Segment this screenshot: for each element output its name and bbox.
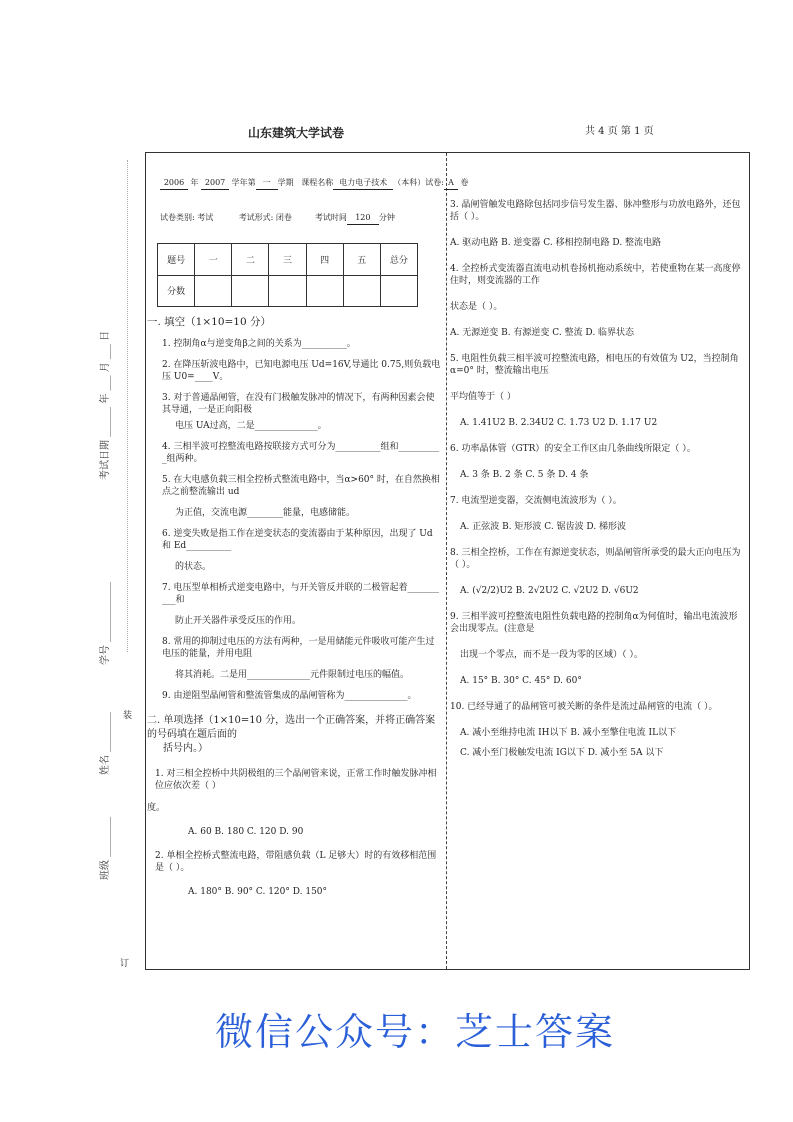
fill-line: 的状态。 [175,562,212,572]
fill-line: 将其消耗。二是用______________元件限制过电压的幅值。 [175,670,410,680]
choice-line: 7. 电流型逆变器，交流侧电流波形为（ ）。 [450,496,622,506]
score-cell[interactable] [195,275,232,307]
fill-line: 6. 逆变失败是指工作在逆变状态的变流器由于某种原因，出现了 Ud和 Ed__________ [162,529,433,551]
score-header: 五 [343,244,380,276]
score-row-label: 分数 [158,275,195,307]
choice-options: A. (√2/2)U2 B. 2√2U2 C. √2U2 D. √6U2 [460,586,639,596]
fill-line: 3. 对于普通晶闸管，在没有门极触发脉冲的情况下，有两种因素会使其导通，一是正向阳极 [162,393,435,415]
choice-options: A. 减小至维持电流 IH以下 B. 减小至擎住电流 IL以下 [460,728,677,738]
choice-line: 8. 三相全控桥，工作在有源逆变状态，则晶闸管所承受的最大正向电压为（ ）。 [450,548,741,570]
fill-line: 5. 在大电感负载三相全控桥式整流电路中，当α>60° 时，在自然换相点之前整流输出 ud [162,475,440,497]
side-staple-mark: 订 [120,959,130,969]
choice-line: 2. 单相全控桥式整流电路，带阻感负载（L 足够大）时的有效移相范围是（ ）。 [155,851,437,873]
score-cell[interactable] [269,275,306,307]
section-1-title: 一. 填空（1×10=10 分） [147,316,272,328]
score-header: 二 [232,244,269,276]
choice-line: 平均值等于（ ） [450,392,516,402]
side-class: 班级 ________ [100,816,111,880]
choice-line: 度。 [147,803,166,813]
choice-options: A. 3 条 B. 2 条 C. 5 条 D. 4 条 [460,470,589,480]
section-2-title: 二. 单项选择（1×10=10 分，选出一个正确答案，并将正确答案的号码填在题后面的 [147,715,436,740]
score-cell[interactable] [380,275,417,307]
choice-line: 6. 功率晶体管（GTR）的安全工作区由几条曲线所限定（ ）。 [450,444,696,454]
section-2-title-cont: 括号内。） [163,743,208,754]
page-count: 共 4 页 第 1 页 [585,126,654,137]
side-student-id: 学号 ____________ [100,581,111,665]
choice-options: C. 减小至门极触发电流 IG以下 D. 减小至 5A 以下 [460,748,664,758]
choice-options: A. 1.41U2 B. 2.34U2 C. 1.73 U2 D. 1.17 U2 [460,418,658,428]
choice-options: A. 180° B. 90° C. 120° D. 150° [188,887,328,897]
choice-options: A. 60 B. 180 C. 120 D. 90 [188,827,304,837]
score-cell[interactable] [343,275,380,307]
choice-line: 3. 晶闸管触发电路除包括同步信号发生器、脉冲整形与功放电路外，还包括（ ）。 [450,200,741,222]
left-column [147,315,441,898]
fill-line: 8. 常用的抑制过电压的方法有两种，一是用储能元件吸收可能产生过电压的能量，并用电阻 [162,637,435,659]
choice-line: 4. 全控桥式变流器直流电动机卷扬机拖动系统中，若使重物在某一高度停住时，则变流器的工作 [450,264,741,286]
fill-line: 7. 电压型单相桥式逆变电路中，与开关管反并联的二极管起着__________和 [162,583,439,605]
score-header: 题号 [158,244,195,276]
score-table [157,243,418,307]
score-cell[interactable] [232,275,269,307]
score-header: 三 [269,244,306,276]
choice-line: 1. 对三相全控桥中共阴极组的三个晶闸管来说，正常工作时触发脉冲相位应依次差（ ） [155,769,437,791]
fill-line: 1. 控制角α与逆变角β之间的关系为__________。 [162,339,356,349]
fill-line: 为正值，交流电源________能量，电感储能。 [175,508,356,518]
choice-line: 10. 已经导通了的晶闸管可被关断的条件是流过晶闸管的电流（ ）。 [450,702,718,712]
score-cell[interactable] [306,275,343,307]
choice-line: 出现一个零点，而不是一段为零的区域）（ ）。 [460,650,643,660]
choice-options: A. 无源逆变 B. 有源逆变 C. 整流 D. 临界状态 [450,328,635,338]
score-header: 四 [306,244,343,276]
fill-line: 9. 由逆阻型晶闸管和整流管集成的晶闸管称为______________。 [162,691,417,701]
right-column [450,199,744,759]
choice-options: A. 正弦波 B. 矩形波 C. 锯齿波 D. 梯形波 [460,522,627,532]
fill-line: 防止开关器件承受反压的作用。 [175,616,302,626]
score-header: 总分 [380,244,417,276]
choice-options: A. 驱动电路 B. 逆变器 C. 移相控制电路 D. 整流电路 [450,238,662,248]
exam-meta-line: 试卷类别: 考试 考试形式: 闭卷 考试时间 120 分钟 [160,212,395,225]
binding-dotted-line [127,160,128,652]
choice-line: 5. 电阻性负载三相半波可控整流电路，相电压的有效值为 U2，当控制角 α=0° 时，整流输出电压 [450,354,739,376]
choice-line: 9. 三相半波可控整流电阻性负载电路的控制角α为何值时，输出电流波形会出现零点。(注意是 [450,612,738,634]
side-name: 姓名 ________ [100,711,111,775]
choice-options: A. 15° B. 30° C. 45° D. 60° [460,676,582,686]
choice-line: 状态是（ ）。 [450,302,503,312]
exam-header-line: 2006 年 2007 学年第 一 学期 课程名称 电力电子技术 （本科）试卷: A 卷 [160,177,469,190]
paper-title: 山东建筑大学试卷 [248,126,345,140]
side-bind-mark: 装 [123,711,133,721]
score-header: 一 [195,244,232,276]
fill-line: 2. 在降压斩波电路中，已知电源电压 Ud=16V,导通比 0.75,则负载电压 U0=____V。 [162,360,441,382]
column-divider [446,153,447,969]
side-exam-date: 考试日期 ______ 年 ___ 月 ___ 日 [100,330,111,480]
fill-line: 4. 三相半波可控整流电路按联接方式可分为__________组和__________组两种。 [162,442,439,464]
fill-line: 电压 UA过高，二是______________。 [175,421,327,431]
watermark-text: 微信公众号：芝士答案 [215,1010,616,1054]
